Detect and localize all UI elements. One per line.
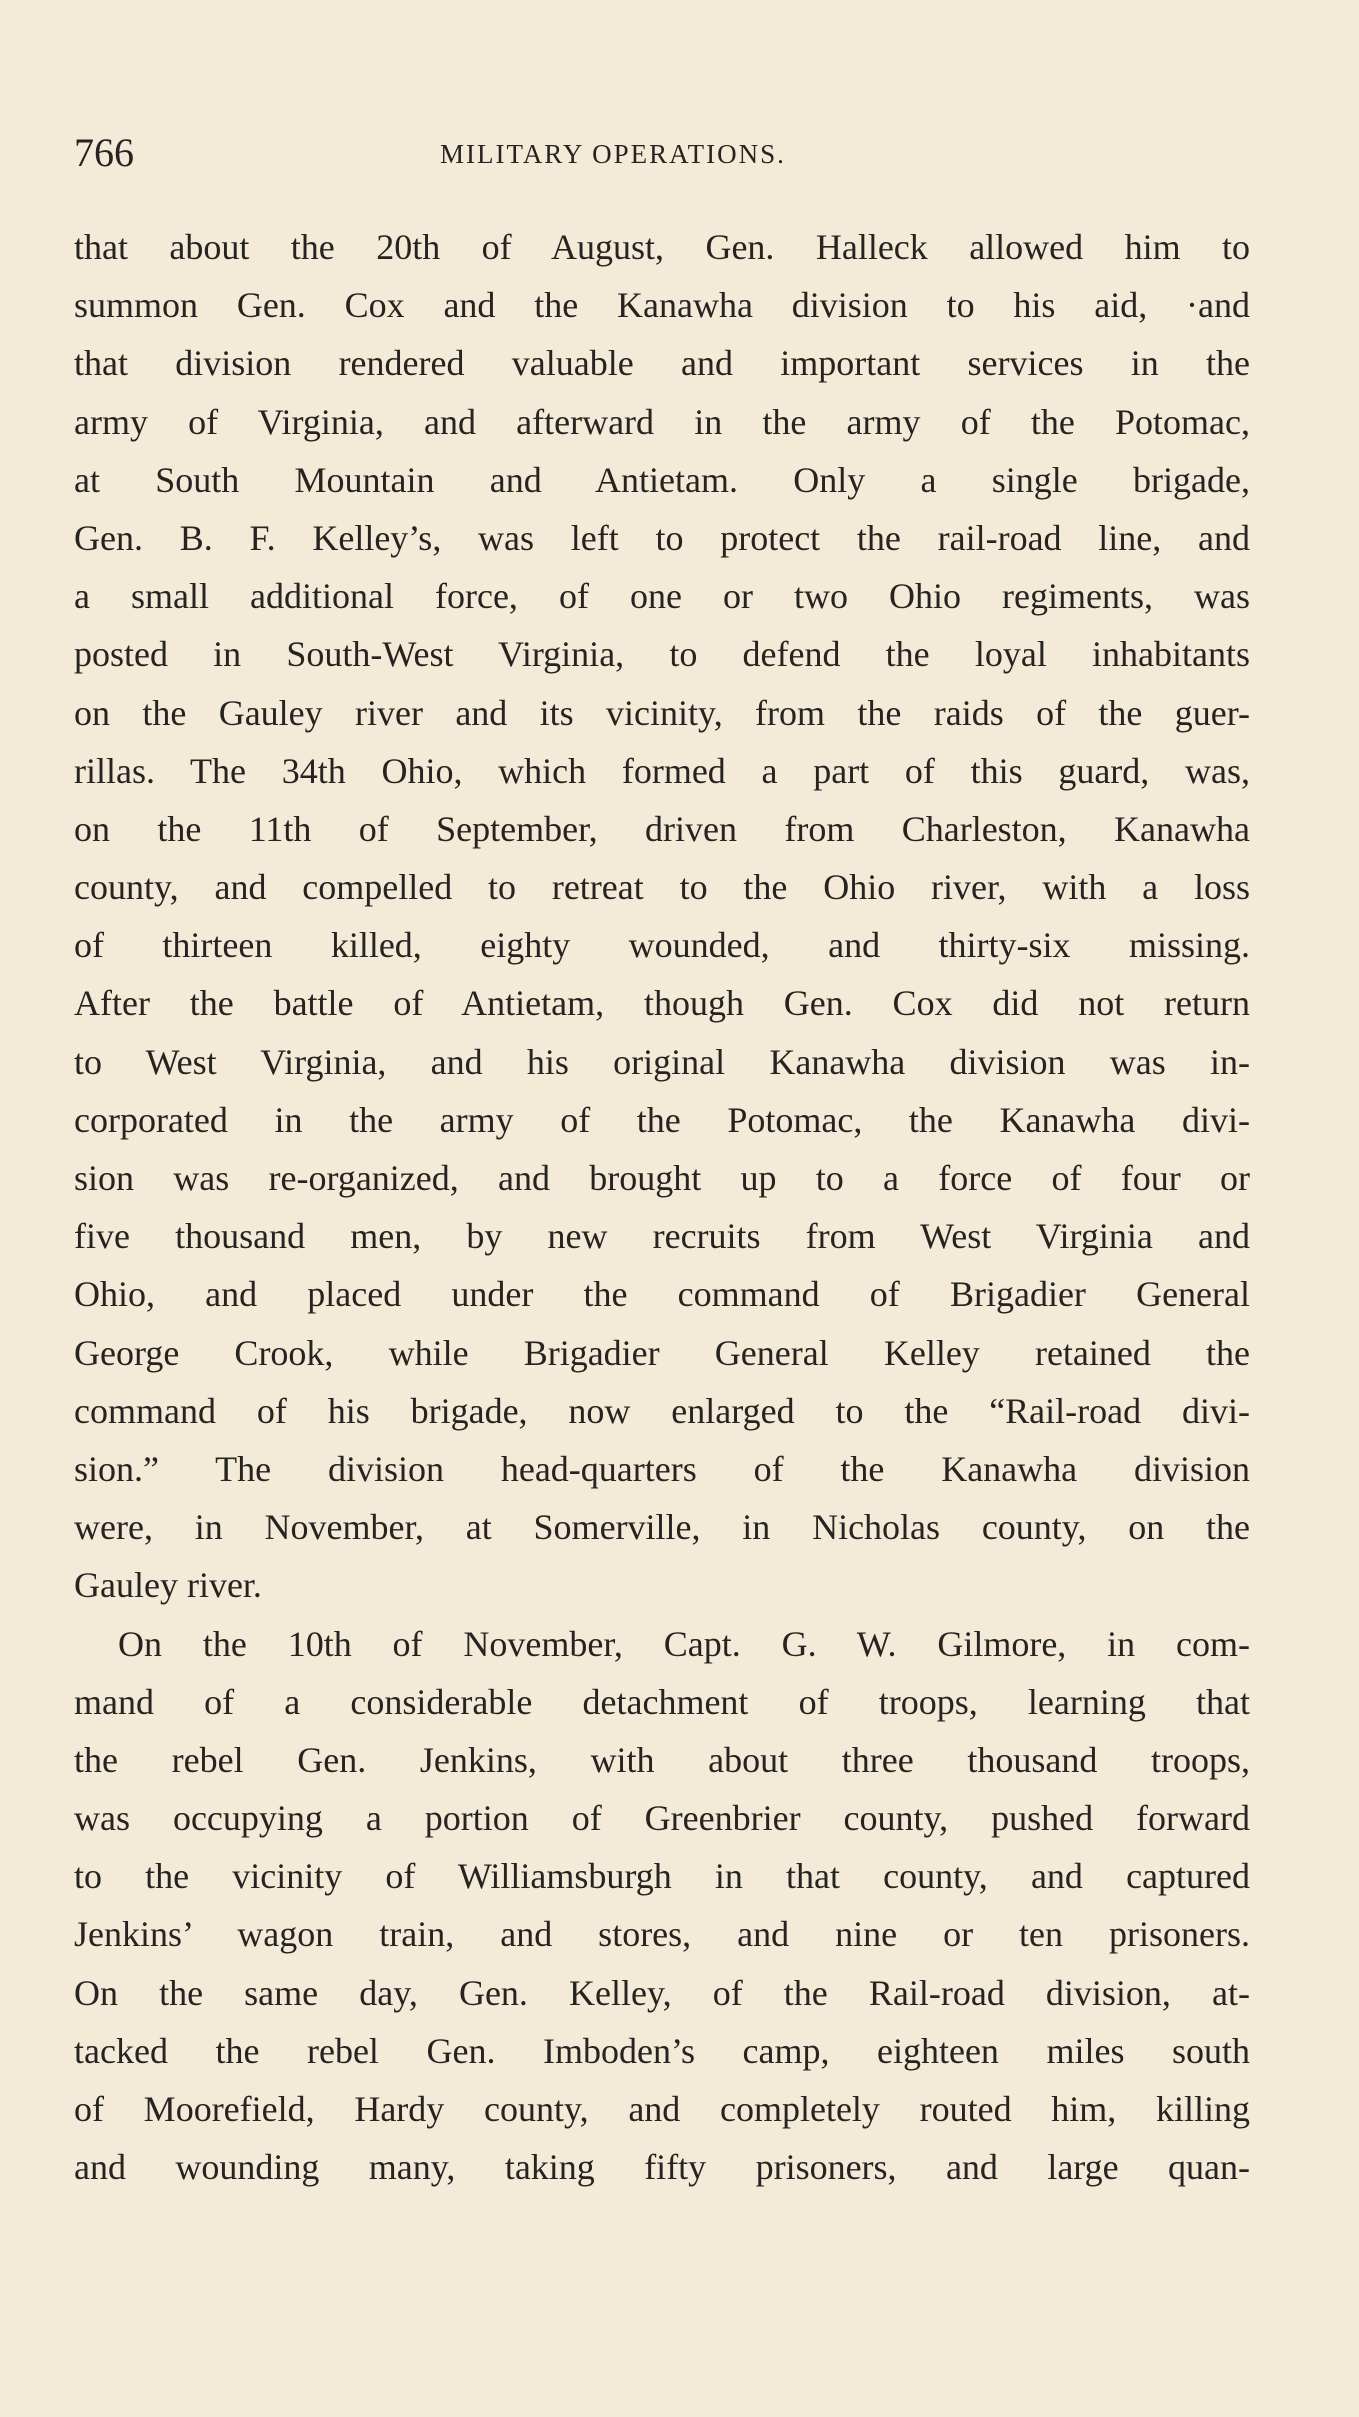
text-line: tacked the rebel Gen. Imboden’s camp, eighteen miles south <box>74 2030 1250 2071</box>
text-line: On the 10th of November, Capt. G. W. Gilmore, in com- <box>118 1623 1250 1664</box>
text-line: George Crook, while Brigadier General Kelley retained the <box>74 1332 1250 1373</box>
paragraph <box>74 218 1250 1615</box>
text-line: Gauley river. <box>74 1565 262 1606</box>
text-line: that division rendered valuable and important services in the <box>74 343 1250 384</box>
text-line: five thousand men, by new recruits from West Virginia and <box>74 1216 1250 1257</box>
text-line: sion.” The division head-quarters of the Kanawha division <box>74 1448 1250 1489</box>
text-line: county, and compelled to retreat to the Ohio river, with a loss <box>74 867 1250 908</box>
text-line: the rebel Gen. Jenkins, with about three thousand troops, <box>74 1739 1250 1780</box>
text-line: and wounding many, taking fifty prisoners, and large quan- <box>74 2147 1250 2188</box>
body-text <box>74 218 1250 2196</box>
text-line: of Moorefield, Hardy county, and completely routed him, killing <box>74 2089 1250 2129</box>
text-line: After the battle of Antietam, though Gen. Cox did not return <box>74 983 1250 1024</box>
text-line: on the 11th of September, driven from Charleston, Kanawha <box>74 808 1250 849</box>
text-line: on the Gauley river and its vicinity, from the raids of the guer- <box>74 692 1250 733</box>
text-line: rillas. The 34th Ohio, which formed a part of this guard, was, <box>74 750 1250 791</box>
text-line: command of his brigade, now enlarged to the “Rail-road divi- <box>74 1390 1250 1431</box>
text-line: summon Gen. Cox and the Kanawha division to his aid, ·and <box>74 285 1250 326</box>
text-line: posted in South-West Virginia, to defend the loyal inhabitants <box>74 634 1250 675</box>
page-number: 766 <box>74 130 134 175</box>
text-line: was occupying a portion of Greenbrier county, pushed forward <box>74 1798 1250 1839</box>
text-line: Gen. B. F. Kelley’s, was left to protect the rail-road line, and <box>74 517 1250 558</box>
text-line: Jenkins’ wagon train, and stores, and nine or ten prisoners. <box>74 1914 1250 1955</box>
text-line: On the same day, Gen. Kelley, of the Rail-road division, at- <box>74 1972 1250 2013</box>
text-line: Ohio, and placed under the command of Brigadier General <box>74 1274 1250 1315</box>
text-line: mand of a considerable detachment of troops, learning that <box>74 1681 1250 1722</box>
text-line: at South Mountain and Antietam. Only a single brigade, <box>74 459 1250 500</box>
paragraph <box>74 1615 1250 2197</box>
text-line: to the vicinity of Williamsburgh in that county, and captured <box>74 1856 1250 1897</box>
text-line: were, in November, at Somerville, in Nicholas county, on the <box>74 1507 1250 1548</box>
text-line: corporated in the army of the Potomac, the Kanawha divi- <box>74 1099 1250 1140</box>
text-line: army of Virginia, and afterward in the army of the Potomac, <box>74 401 1250 442</box>
text-line: sion was re-organized, and brought up to a force of four or <box>74 1158 1250 1198</box>
text-line: to West Virginia, and his original Kanawha division was in- <box>74 1041 1250 1082</box>
page-header <box>74 128 1250 178</box>
running-head: MILITARY OPERATIONS. <box>440 139 786 169</box>
text-line: that about the 20th of August, Gen. Halleck allowed him to <box>74 227 1250 267</box>
text-line: a small additional force, of one or two Ohio regiments, was <box>74 576 1250 617</box>
text-line: of thirteen killed, eighty wounded, and thirty-six missing. <box>74 925 1250 966</box>
